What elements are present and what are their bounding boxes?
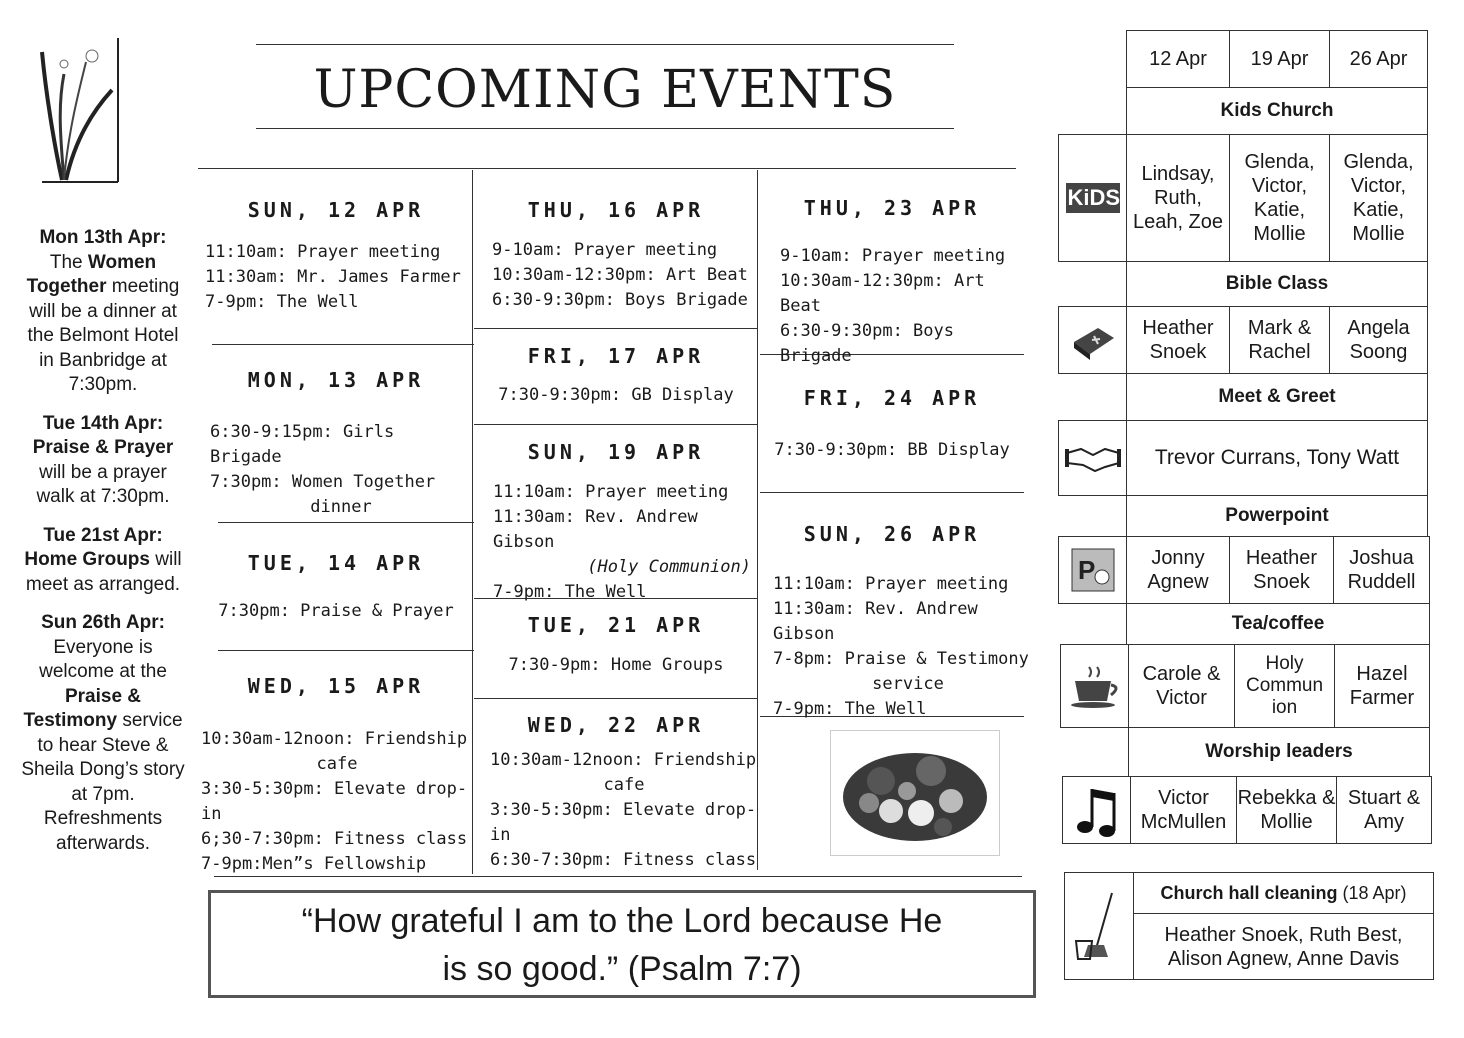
event-line: 6:30-9:30pm: Boys Brigade — [492, 290, 748, 310]
grid-line — [218, 522, 474, 523]
title-rule-top — [256, 44, 954, 45]
note-home-groups — [18, 524, 188, 598]
rota-cell: Heather Snoek — [1229, 536, 1334, 604]
day-heading: TUE, 14 APR — [247, 551, 425, 575]
event-line: (Holy Communion) — [587, 557, 751, 577]
kids-icon — [1058, 134, 1127, 262]
rota-cell: Glenda, Victor, Katie, Mollie — [1229, 134, 1330, 262]
day-heading: WED, 22 APR — [527, 713, 705, 737]
page-title: UPCOMING EVENTS — [313, 60, 897, 120]
note-date: Tue 21st Apr: — [43, 524, 163, 546]
note-date: Mon 13th Apr: — [39, 227, 167, 248]
note-praise-testimony — [18, 611, 188, 856]
event-line: 10:30am-12:30pm: Art Beat — [780, 271, 985, 316]
cleaning-label: Church hall cleaning — [1160, 883, 1338, 903]
event-list — [493, 480, 759, 605]
rota-date: 12 Apr — [1126, 30, 1230, 88]
section-meet-greet: Meet & Greet — [1126, 374, 1428, 420]
day-heading: SUN, 12 APR — [247, 198, 425, 222]
cleaning-date: (18 Apr) — [1342, 883, 1407, 903]
rota-cell: Glenda, Victor, Katie, Mollie — [1329, 134, 1428, 262]
event-line: 6:30-7:30pm: Fitness class — [490, 850, 757, 870]
grid-line — [474, 424, 758, 425]
rota-cell: Joshua Ruddell — [1333, 536, 1430, 604]
section-tea-coffee: Tea/coffee — [1126, 604, 1430, 644]
event-list — [200, 599, 472, 624]
event-line: 10:30am-12noon: Friendship — [490, 750, 757, 770]
music-note-icon — [1062, 776, 1131, 844]
mop-bucket-icon — [1064, 872, 1134, 980]
event-line: 7:30pm: Praise & Prayer — [218, 601, 454, 621]
event-line: 7-8pm: Praise & Testimony — [773, 649, 1029, 669]
rota-cell: Holy Commun ion — [1234, 644, 1335, 728]
day-heading: THU, 23 APR — [803, 196, 981, 220]
note-women-together — [18, 226, 188, 398]
note-text: The — [49, 251, 88, 273]
event-line: 3:30-5:30pm: Elevate drop-in — [201, 779, 468, 824]
svg-text:P: P — [1077, 555, 1095, 585]
event-line: cafe — [316, 754, 358, 774]
day-heading: MON, 13 APR — [247, 368, 425, 392]
note-date: Tue 14th Apr: — [42, 412, 164, 434]
rota-date: 26 Apr — [1329, 30, 1428, 88]
rota-cell: Victor McMullen — [1130, 776, 1237, 844]
event-line: 6:30-9:15pm: Girls Brigade — [210, 422, 395, 467]
note-date: Sun 26th Apr: — [41, 612, 165, 633]
day-heading: FRI, 24 APR — [803, 386, 981, 410]
event-line: 7-9pm:Men”s Fellowship — [201, 854, 427, 874]
rota-cell: Rebekka & Mollie — [1236, 776, 1337, 844]
note-text: will meet as arranged. — [25, 549, 182, 595]
event-list — [210, 420, 472, 520]
note-text: service to hear Steve & Sheila Dong’s story at 7pm. Refreshments afterwards. — [21, 710, 185, 854]
event-line: 7:30-9:30pm: BB Display — [774, 440, 1010, 460]
event-list — [201, 727, 473, 877]
event-line: 7:30-9:30pm: GB Display — [498, 385, 734, 405]
note-highlight: Praise & Testimony — [23, 685, 142, 731]
event-line: 10:30am-12noon: Friendship — [201, 729, 468, 749]
note-praise-prayer — [18, 412, 188, 510]
rota-date: 19 Apr — [1229, 30, 1330, 88]
rota-cell: Mark & Rachel — [1229, 306, 1330, 374]
event-line: 11:30am: Mr. James Farmer — [205, 267, 461, 287]
event-list — [492, 238, 756, 313]
note-highlight: Women Together — [26, 251, 157, 297]
event-line: 11:10am: Prayer meeting — [773, 574, 1009, 594]
handshake-icon — [1058, 420, 1127, 496]
cleaning-names: Heather Snoek, Ruth Best, Alison Agnew, Anne Davis — [1133, 913, 1434, 980]
flowers-image — [830, 730, 1000, 856]
event-line: 9-10am: Prayer meeting — [780, 246, 1006, 266]
coffee-cup-icon — [1060, 644, 1129, 728]
bible-icon — [1058, 306, 1127, 374]
cleaning-header — [1133, 872, 1434, 914]
event-line: 11:30am: Rev. Andrew Gibson — [493, 507, 698, 552]
note-highlight: Praise & Prayer — [32, 437, 174, 458]
section-worship-leaders: Worship leaders — [1128, 728, 1430, 776]
rota-cell: Carole & Victor — [1128, 644, 1235, 728]
flowers-icon — [831, 731, 999, 855]
event-list — [474, 383, 758, 408]
daffodil-logo-icon — [34, 34, 126, 184]
rota-cell: Heather Snoek — [1126, 306, 1230, 374]
note-text: will be a prayer walk at 7:30pm. — [36, 461, 170, 507]
day-heading: SUN, 26 APR — [803, 522, 981, 546]
grid-line — [218, 650, 474, 651]
event-list — [773, 572, 1043, 722]
event-list — [490, 748, 758, 873]
event-line: 7:30-9pm: Home Groups — [508, 655, 724, 675]
event-line: 6:30-9:30pm: Boys Brigade — [780, 321, 954, 366]
grid-top-line — [198, 168, 1016, 169]
event-line: 11:10am: Prayer meeting — [205, 242, 441, 262]
event-line: service — [872, 674, 944, 694]
day-heading: FRI, 17 APR — [527, 344, 705, 368]
event-line: 6;30-7:30pm: Fitness class — [201, 829, 468, 849]
rota-cell: Trevor Currans, Tony Watt — [1126, 420, 1428, 496]
kids-logo-text: KiDS — [1066, 183, 1120, 213]
rota-cell: Stuart & Amy — [1336, 776, 1432, 844]
note-text: meeting will be a dinner at the Belmont Hotel in Banbridge at 7:30pm. — [27, 276, 180, 395]
day-heading: TUE, 21 APR — [527, 613, 705, 637]
note-text: Everyone is welcome at the — [39, 636, 167, 682]
event-line: 10:30am-12:30pm: Art Beat — [492, 265, 748, 285]
event-line: 11:30am: Rev. Andrew Gibson — [773, 599, 978, 644]
section-bible-class: Bible Class — [1126, 262, 1428, 306]
grid-line — [474, 698, 758, 699]
grid-line — [212, 344, 474, 345]
section-kids-church: Kids Church — [1126, 88, 1428, 134]
event-line: 7-9pm: The Well — [773, 699, 927, 719]
event-line: dinner — [310, 497, 372, 517]
event-line: 7-9pm: The Well — [493, 582, 647, 602]
grid-line — [474, 328, 758, 329]
rota-cell: Hazel Farmer — [1334, 644, 1430, 728]
note-highlight: Home Groups — [24, 549, 150, 570]
event-line: 9-10am: Prayer meeting — [492, 240, 718, 260]
day-heading: SUN, 19 APR — [527, 440, 705, 464]
rota-cell: Angela Soong — [1329, 306, 1428, 374]
event-list — [474, 653, 758, 678]
announcements-column — [18, 226, 188, 870]
day-heading: THU, 16 APR — [527, 198, 705, 222]
grid-line — [760, 492, 1024, 493]
event-list — [205, 240, 470, 315]
event-list — [780, 244, 1030, 369]
day-heading: WED, 15 APR — [247, 674, 425, 698]
rota-cell: Jonny Agnew — [1126, 536, 1230, 604]
event-line: 3:30-5:30pm: Elevate drop-in — [490, 800, 757, 845]
powerpoint-icon — [1058, 536, 1127, 604]
scripture-quote — [208, 890, 1036, 998]
section-powerpoint: Powerpoint — [1126, 496, 1428, 536]
rota-cell: Lindsay, Ruth, Leah, Zoe — [1126, 134, 1230, 262]
title-rule-bottom — [256, 128, 954, 129]
event-list — [760, 438, 1024, 463]
event-line: 7-9pm: The Well — [205, 292, 359, 312]
quote-line: is so good.” (Psalm 7:7) — [442, 950, 802, 988]
event-line: 11:10am: Prayer meeting — [493, 482, 729, 502]
event-line: 7:30pm: Women Together — [210, 472, 436, 492]
quote-line: “How grateful I am to the Lord because He — [301, 902, 943, 940]
event-line: cafe — [603, 775, 645, 795]
